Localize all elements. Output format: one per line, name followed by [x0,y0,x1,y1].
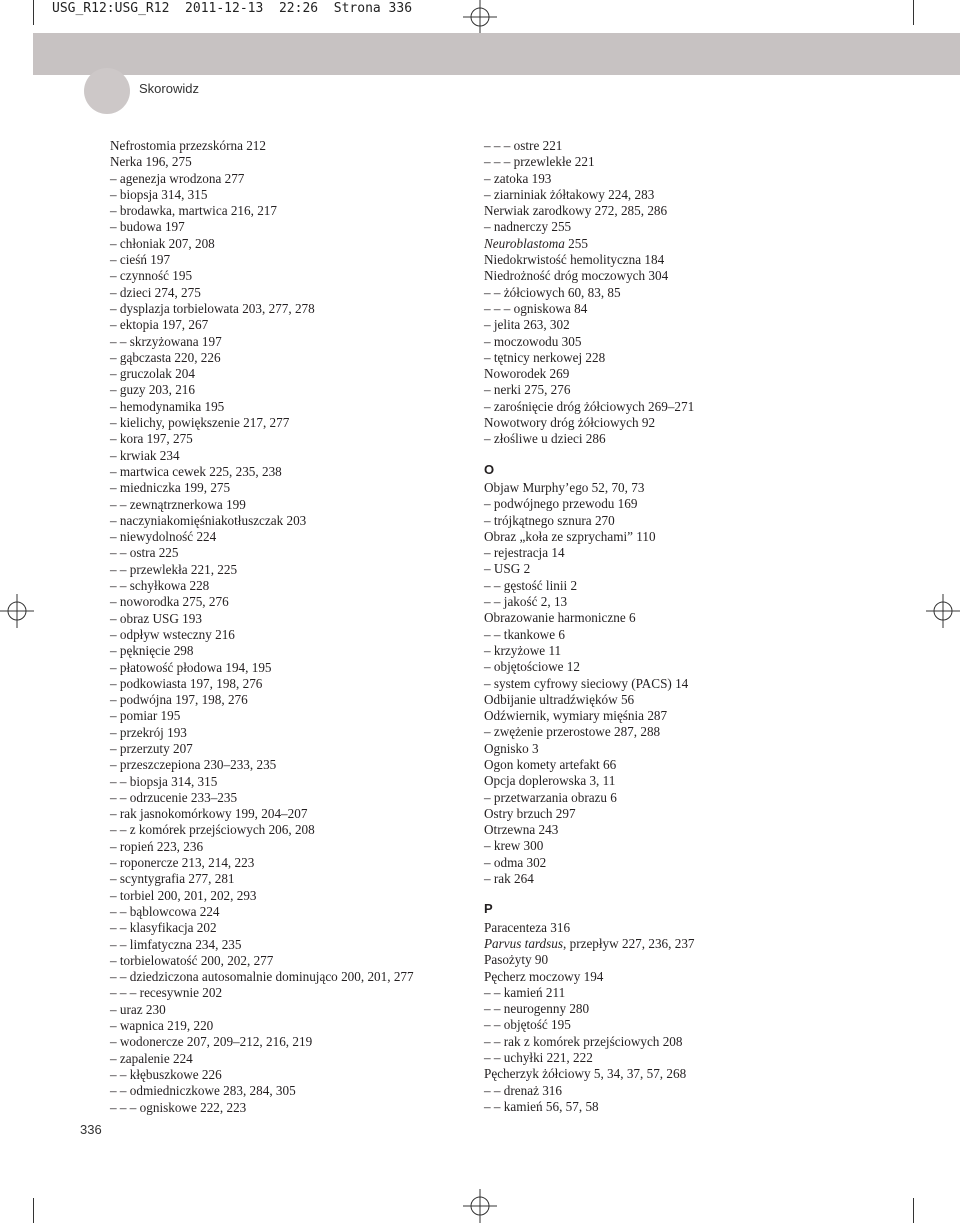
crop-mark-top-right [913,0,914,25]
index-entry: – podwójnego przewodu 169 [484,496,638,512]
index-entry: – ektopia 197, 267 [110,317,209,333]
index-entry: Niedrożność dróg moczowych 304 [484,268,669,284]
index-entry: – dzieci 274, 275 [110,284,201,300]
index-entry: – kielichy, powiększenie 217, 277 [110,415,290,431]
index-entry: – podkowiasta 197, 198, 276 [110,675,263,691]
index-entry: Ognisko 3 [484,740,539,756]
header-circle-decoration [84,68,130,114]
index-entry: – ziarniniak żółtakowy 224, 283 [484,186,655,202]
index-entry: – – przewlekła 221, 225 [110,561,238,577]
index-entry: Neuroblastoma 255 [484,235,588,251]
index-entry: Pęcherz moczowy 194 [484,968,604,984]
index-entry: – – odrzucenie 233–235 [110,789,238,805]
index-entry: – guzy 203, 216 [110,382,195,398]
index-entry: – – z komórek przejściowych 206, 208 [110,822,315,838]
index-entry: – – odmiedniczkowe 283, 284, 305 [110,1083,296,1099]
index-entry: – podwójna 197, 198, 276 [110,692,248,708]
index-entry: – – zewnątrznerkowa 199 [110,496,246,512]
index-entry: Obrazowanie harmoniczne 6 [484,610,636,626]
section-title: Skorowidz [139,81,199,96]
index-entry: – noworodka 275, 276 [110,594,229,610]
index-entry: Noworodek 269 [484,366,570,382]
index-entry: – naczyniakomięśniakotłuszczak 203 [110,512,307,528]
index-entry: – hemodynamika 195 [110,398,225,414]
index-entry: – – – ostre 221 [484,138,563,153]
index-entry: Paracenteza 316 [484,919,571,935]
index-entry: – gruczolak 204 [110,366,195,382]
letter-heading-p: P [484,901,493,917]
index-entry: Obraz „koła ze szprychami” 110 [484,528,656,544]
index-entry: – – kamień 56, 57, 58 [484,1098,599,1114]
index-entry: – kora 197, 275 [110,431,193,447]
index-entry: – – biopsja 314, 315 [110,773,218,789]
index-entry: – budowa 197 [110,219,185,235]
crop-mark-bottom-left [33,1198,34,1223]
index-entry: – rak jasnokomórkowy 199, 204–207 [110,806,308,822]
index-entry: Ostry brzuch 297 [484,805,576,821]
index-entry: – niewydolność 224 [110,529,217,545]
index-entry: Otrzewna 243 [484,822,559,838]
index-entry: – – jakość 2, 13 [484,594,568,610]
index-entry: Pęcherzyk żółciowy 5, 34, 37, 57, 268 [484,1066,687,1082]
index-entry: – odma 302 [484,854,547,870]
index-entry: – zwężenie przerostowe 287, 288 [484,724,661,740]
index-entry: – – limfatyczna 234, 235 [110,936,242,952]
index-entry: – – dziedziczona autosomalnie dominująco 200, 201, 277 [110,969,414,985]
index-entry: – zapalenie 224 [110,1050,193,1066]
crop-mark-bottom-right [913,1198,914,1223]
index-entry: – chłoniak 207, 208 [110,235,215,251]
index-entry: – dysplazja torbielowata 203, 277, 278 [110,300,315,316]
index-entry: – krew 300 [484,838,544,854]
index-entry: Niedokrwistość hemolityczna 184 [484,252,665,268]
index-entry: – brodawka, martwica 216, 217 [110,203,277,219]
index-entry: Ogon komety artefakt 66 [484,756,617,772]
index-entry: – czynność 195 [110,268,193,284]
index-entry: – – klasyfikacja 202 [110,920,217,936]
header-band [33,33,960,75]
index-entry: Odbijanie ultradźwięków 56 [484,691,635,707]
index-entry: – pęknięcie 298 [110,643,194,659]
index-entry: – miedniczka 199, 275 [110,480,231,496]
index-entry: – nerki 275, 276 [484,382,571,398]
index-entry: – – neurogenny 280 [484,1001,590,1017]
index-entry: – – – przewlekłe 221 [484,154,595,170]
index-entry: – torbielowatość 200, 202, 277 [110,952,274,968]
registration-mark-bottom [463,1189,497,1223]
index-entry: – rejestracja 14 [484,545,565,561]
print-slug: USG_R12:USG_R12 2011-12-13 22:26 Strona 336 [52,1,413,16]
page-number: 336 [80,1122,102,1137]
index-entry: – nadnerczy 255 [484,219,572,235]
index-entry: – przeszczepiona 230–233, 235 [110,757,277,773]
index-entry: – – – recesywnie 202 [110,985,223,1001]
index-entry: – wodonercze 207, 209–212, 216, 219 [110,1034,313,1050]
index-entry: – gąbczasta 220, 226 [110,349,221,365]
index-entry: – – – ogniskowe 222, 223 [110,1099,247,1115]
index-entry: – – kłębuszkowe 226 [110,1066,222,1082]
index-entry: – – objętość 195 [484,1017,571,1033]
index-entry: – objętościowe 12 [484,659,580,675]
index-entry: – – uchyłki 221, 222 [484,1050,593,1066]
index-entry: Odźwiernik, wymiary mięśnia 287 [484,708,668,724]
index-entry: – torbiel 200, 201, 202, 293 [110,887,257,903]
index-entry: – ropień 223, 236 [110,838,204,854]
registration-mark-right [926,594,960,628]
index-entry: – zarośnięcie dróg żółciowych 269–271 [484,398,695,414]
index-entry: – wapnica 219, 220 [110,1018,214,1034]
index-entry: – – – ogniskowa 84 [484,300,588,316]
index-entry: – krwiak 234 [110,447,180,463]
registration-mark-left [0,594,34,628]
index-entry: – – tkankowe 6 [484,626,565,642]
index-entry: – – drenaż 316 [484,1082,562,1098]
index-entry: – obraz USG 193 [110,610,202,626]
index-entry: – krzyżowe 11 [484,642,562,658]
index-entry: – – schyłkowa 228 [110,578,210,594]
index-entry: Pasożyty 90 [484,952,549,968]
index-entry: – – skrzyżowana 197 [110,333,222,349]
index-entry: Nowotwory dróg żółciowych 92 [484,415,656,431]
index-entry: – przerzuty 207 [110,740,193,756]
index-entry: – moczowodu 305 [484,333,582,349]
index-entry: Parvus tardsus, przepływ 227, 236, 237 [484,935,695,951]
index-entry: – jelita 263, 302 [484,317,570,333]
index-entry: – złośliwe u dzieci 286 [484,431,606,447]
index-entry: – agenezja wrodzona 277 [110,170,245,186]
index-entry: Nerka 196, 275 [110,154,192,170]
index-entry: – tętnicy nerkowej 228 [484,349,606,365]
index-entry: – martwica cewek 225, 235, 238 [110,463,282,479]
index-entry: – trójkątnego sznura 270 [484,512,615,528]
index-entry: Objaw Murphy’ego 52, 70, 73 [484,479,645,495]
index-entry: – zatoka 193 [484,170,552,186]
index-entry: – – żółciowych 60, 83, 85 [484,284,621,300]
index-entry: – przekrój 193 [110,724,187,740]
index-entry: – USG 2 [484,561,531,577]
index-entry: – rak 264 [484,871,534,887]
index-entry: – odpływ wsteczny 216 [110,626,235,642]
index-entry: – – bąblowcowa 224 [110,903,220,919]
index-entry: – – rak z komórek przejściowych 208 [484,1033,683,1049]
index-entry: – cieśń 197 [110,252,171,268]
index-column-right [484,138,864,1115]
index-entry: – – gęstość linii 2 [484,577,578,593]
registration-mark-top [463,0,497,34]
index-entry: – przetwarzania obrazu 6 [484,789,617,805]
index-entry: Opcja doplerowska 3, 11 [484,773,616,789]
index-entry: – – ostra 225 [110,545,179,561]
index-entry: – scyntygrafia 277, 281 [110,871,235,887]
index-entry: Nefrostomia przezskórna 212 [110,138,266,153]
index-entry: – biopsja 314, 315 [110,186,208,202]
index-entry: – system cyfrowy sieciowy (PACS) 14 [484,675,689,691]
index-entry: – pomiar 195 [110,708,181,724]
letter-heading-o: O [484,461,495,477]
index-entry: – roponercze 213, 214, 223 [110,855,255,871]
crop-mark-top-left [33,0,34,25]
index-entry: – – kamień 211 [484,984,566,1000]
index-column-left [110,138,490,1116]
index-entry: – uraz 230 [110,1001,166,1017]
index-entry: Nerwiak zarodkowy 272, 285, 286 [484,203,668,219]
index-entry: – płatowość płodowa 194, 195 [110,659,272,675]
